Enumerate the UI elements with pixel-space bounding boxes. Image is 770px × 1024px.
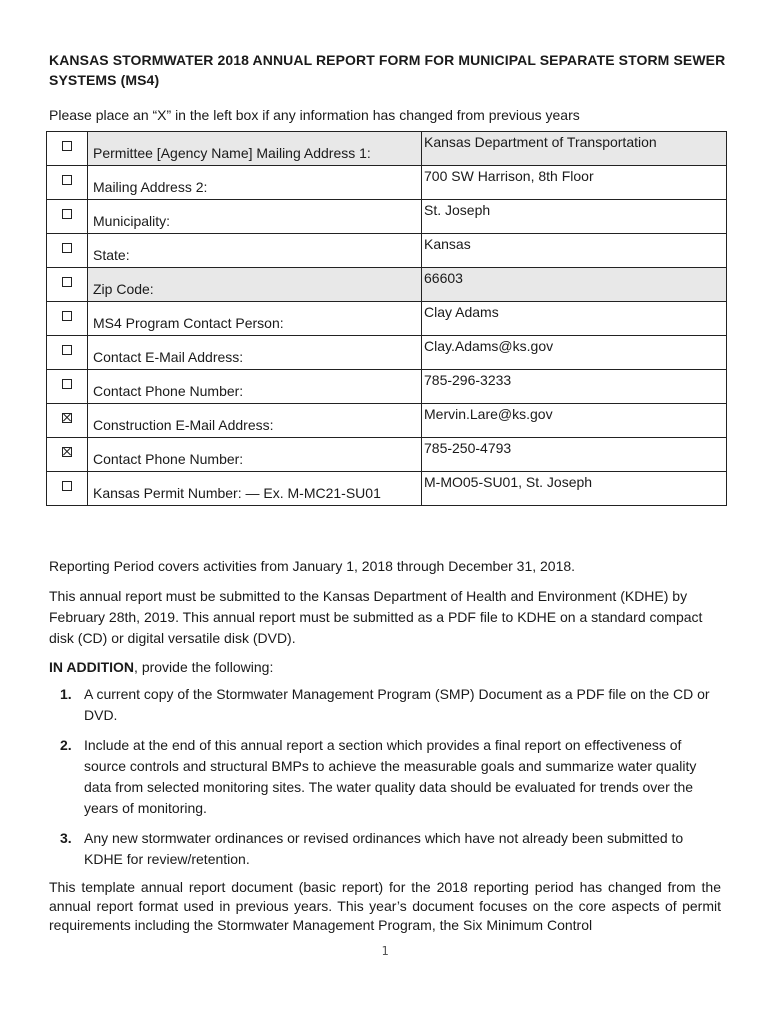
field-label: Contact E-Mail Address: <box>93 349 244 365</box>
list-item-text: Any new stormwater ordinances or revised ordinances which have not already been submitted to KDHE for review/retention. <box>84 830 684 867</box>
list-item-number: 2. <box>60 737 72 753</box>
field-value: Kansas <box>424 236 471 252</box>
change-checkbox[interactable] <box>62 481 72 491</box>
field-value-cell[interactable] <box>422 336 727 370</box>
field-label: MS4 Program Contact Person: <box>93 315 284 331</box>
change-checkbox-cell <box>47 200 88 234</box>
field-label: Zip Code: <box>93 281 154 297</box>
field-value: M-MO05-SU01, St. Joseph <box>424 474 593 490</box>
field-value: Mervin.Lare@ks.gov <box>424 406 553 422</box>
form-row <box>47 234 727 268</box>
form-row <box>47 370 727 404</box>
in-addition-text <box>49 657 721 678</box>
change-checkbox-cell <box>47 302 88 336</box>
form-row <box>47 268 727 302</box>
field-value-cell[interactable] <box>422 234 727 268</box>
field-label-cell <box>88 302 422 336</box>
form-row <box>47 472 727 506</box>
field-label-cell <box>88 166 422 200</box>
field-label: Contact Phone Number: <box>93 383 244 399</box>
change-checkbox[interactable] <box>62 277 72 287</box>
field-label-cell <box>88 472 422 506</box>
form-row <box>47 438 727 472</box>
field-value-cell[interactable] <box>422 200 727 234</box>
in-addition-bold: IN ADDITION <box>49 659 135 675</box>
field-label: Kansas Permit Number: — Ex. M-MC21-SU01 <box>93 485 381 501</box>
form-row <box>47 200 727 234</box>
field-label-cell <box>88 404 422 438</box>
page-number: 1 <box>381 944 389 958</box>
field-label: Mailing Address 2: <box>93 179 208 195</box>
field-value-cell[interactable] <box>422 268 727 302</box>
field-label: State: <box>93 247 130 263</box>
field-value: 66603 <box>424 270 463 286</box>
field-value-cell[interactable] <box>422 370 727 404</box>
change-checkbox[interactable] <box>62 345 72 355</box>
list-item <box>49 684 721 726</box>
change-checkbox-cell <box>47 132 88 166</box>
page-title: KANSAS STORMWATER 2018 ANNUAL REPORT FORM FOR MUNICIPAL SEPARATE STORM SEWER SYSTEMS (MS4) <box>49 52 726 88</box>
list-item-text: Include at the end of this annual report a section which provides a final report on effectiveness of source controls and structural BMPs to achieve the measurable goals and summarize water quality data from selected monitoring sites. The water quality data should be evaluated for trends over the years of monitoring. <box>84 737 697 816</box>
field-value: 785-296-3233 <box>424 372 512 388</box>
list-item <box>49 828 721 870</box>
change-checkbox-cell <box>47 166 88 200</box>
list-item-number: 1. <box>60 686 72 702</box>
change-checkbox[interactable] <box>62 209 72 219</box>
submission-instructions: This annual report must be submitted to the Kansas Department of Health and Environment (KDHE) by February 28th, 2019. This annual report must be submitted as a PDF file to KDHE on a standard compact disk (CD) or digital versatile disk (DVD). <box>49 588 703 646</box>
template-note-text: This template annual report document (basic report) for the 2018 reporting period has changed from the annual report format used in previous years. This year’s document focuses on the core aspects of permit requirements including the Stormwater Management Program, the Six Minimum Control <box>49 879 721 933</box>
change-checkbox-cell <box>47 336 88 370</box>
change-checkbox[interactable] <box>62 141 72 151</box>
field-value: 700 SW Harrison, 8th Floor <box>424 168 594 184</box>
change-checkbox-cell <box>47 438 88 472</box>
field-label-cell <box>88 336 422 370</box>
requirements-list <box>49 684 721 879</box>
field-value-cell[interactable] <box>422 166 727 200</box>
form-instruction: Please place an “X” in the left box if any information has changed from previous years <box>49 107 580 123</box>
form-row <box>47 302 727 336</box>
field-label-cell <box>88 438 422 472</box>
field-value: Kansas Department of Transportation <box>424 134 657 150</box>
field-label: Construction E-Mail Address: <box>93 417 274 433</box>
change-checkbox-cell <box>47 370 88 404</box>
field-value-cell[interactable] <box>422 472 727 506</box>
list-item-text: A current copy of the Stormwater Management Program (SMP) Document as a PDF file on the CD or DVD. <box>84 686 710 723</box>
form-row <box>47 166 727 200</box>
list-item <box>49 735 721 819</box>
field-value-cell[interactable] <box>422 132 727 166</box>
field-label: Contact Phone Number: <box>93 451 244 467</box>
form-row <box>47 336 727 370</box>
change-checkbox-cell <box>47 472 88 506</box>
field-label-cell <box>88 370 422 404</box>
field-label: Municipality: <box>93 213 171 229</box>
checked-checkbox[interactable] <box>62 447 72 457</box>
change-checkbox[interactable] <box>62 311 72 321</box>
in-addition-rest: , provide the following: <box>134 659 274 675</box>
field-value-cell[interactable] <box>422 302 727 336</box>
change-checkbox-cell <box>47 234 88 268</box>
change-checkbox[interactable] <box>62 243 72 253</box>
reporting-period-text: Reporting Period covers activities from January 1, 2018 through December 31, 2018. <box>49 558 576 574</box>
field-value: 785-250-4793 <box>424 440 512 456</box>
field-label: Permittee [Agency Name] Mailing Address 1: <box>93 145 371 161</box>
list-item-number: 3. <box>60 830 72 846</box>
field-value-cell[interactable] <box>422 404 727 438</box>
field-label-cell <box>88 268 422 302</box>
permittee-info-table <box>46 131 727 506</box>
field-value: Clay Adams <box>424 304 499 320</box>
change-checkbox-cell <box>47 268 88 302</box>
change-checkbox-cell <box>47 404 88 438</box>
field-value: St. Joseph <box>424 202 491 218</box>
change-checkbox[interactable] <box>62 379 72 389</box>
form-row <box>47 132 727 166</box>
change-checkbox[interactable] <box>62 175 72 185</box>
field-label-cell <box>88 132 422 166</box>
field-value: Clay.Adams@ks.gov <box>424 338 554 354</box>
field-label-cell <box>88 200 422 234</box>
field-label-cell <box>88 234 422 268</box>
form-row <box>47 404 727 438</box>
checked-checkbox[interactable] <box>62 413 72 423</box>
field-value-cell[interactable] <box>422 438 727 472</box>
